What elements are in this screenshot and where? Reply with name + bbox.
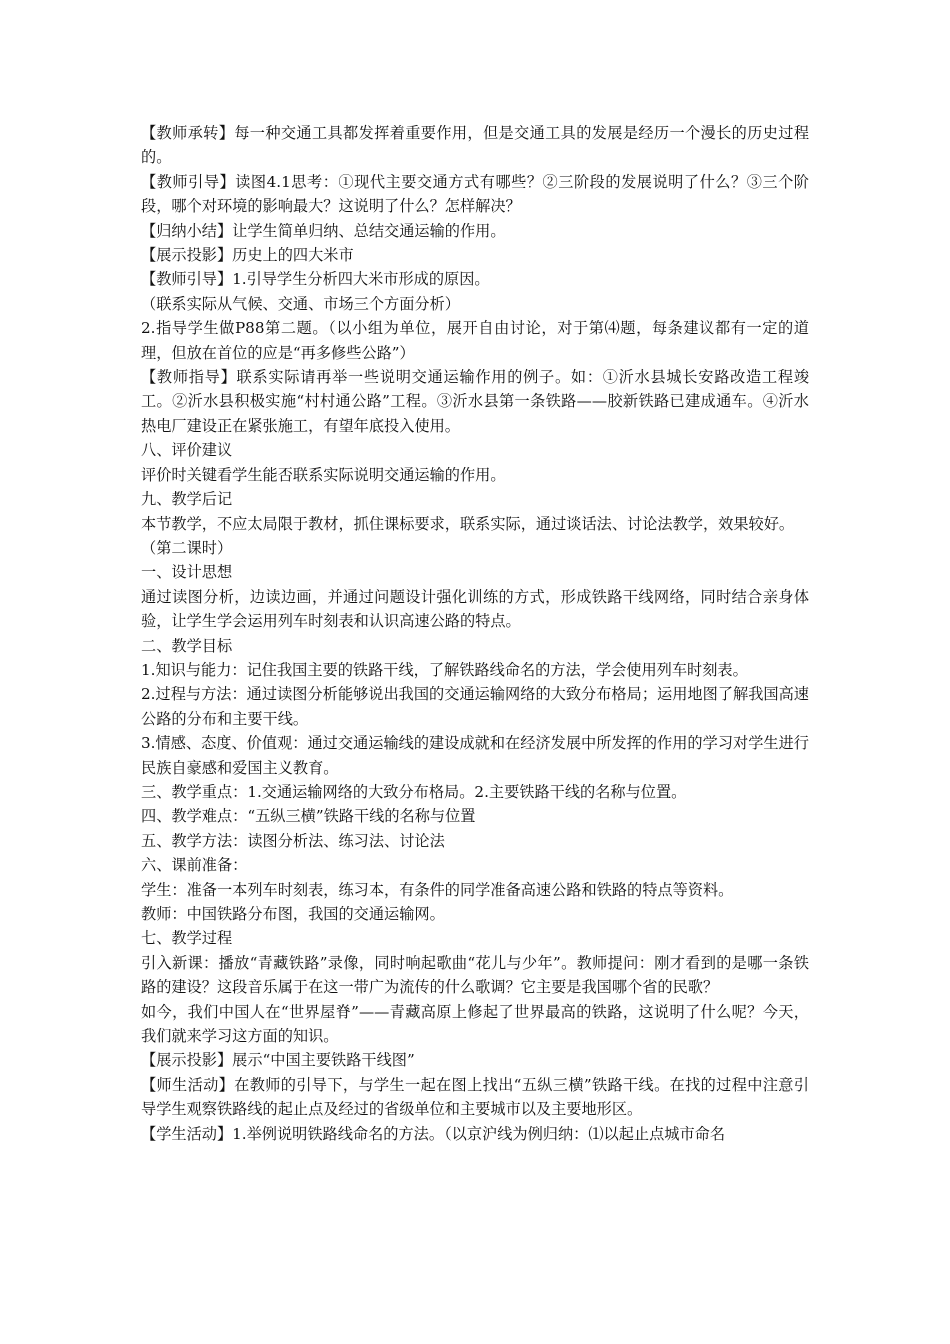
heading-objectives: 二、教学目标 <box>141 636 233 655</box>
paragraph-summary: 【归纳小结】让学生简单归纳、总结交通运输的作用。 <box>141 221 506 240</box>
heading-process: 七、教学过程 <box>141 929 233 948</box>
heading-evaluation: 八、评价建议 <box>141 441 233 460</box>
paragraph-objective-process: 2.过程与方法：通过读图分析能够说出我国的交通运输网络的大致分布格局；运用地图了解我国高速公路的分布和主要干线。 <box>141 685 809 728</box>
paragraph-teacher-guide-figure: 【教师引导】读图4.1思考：①现代主要交通方式有哪些？②三阶段的发展说明了什么？③三个阶段，哪个对环境的影响最大？这说明了什么？怎样解决？ <box>141 172 809 216</box>
paragraph-prep-teacher: 教师：中国铁路分布图，我国的交通运输网。 <box>141 905 445 923</box>
paragraph-exercise: 2.指导学生做P88第二题。（以小组为单位，展开自由讨论，对于第⑷题，每条建议都有一定的道理，但放在首位的应是“再多修些公路”） <box>141 319 809 362</box>
paragraph-design-idea: 通过读图分析，边读边画，并通过问题设计强化训练的方式，形成铁路干线网络，同时结合亲身体验，让学生学会运用列车时刻表和认识高速公路的特点。 <box>141 587 809 631</box>
paragraph-teacher-instruction: 【教师指导】联系实际请再举一些说明交通运输作用的例子。如：①沂水县城长安路改造工程竣工。②沂水县积极实施“村村通公路”工程。③沂水县第一条铁路——胶新铁路已建成通车。④沂水热电厂建设正在紧张施工，有望年底投入使用。 <box>141 368 809 435</box>
heading-postscript: 九、教学后记 <box>141 490 233 509</box>
paragraph-student-activity: 【学生活动】1.举例说明铁路线命名的方法。（以京沪线为例归纳：⑴以起止点城市命名 <box>141 1124 726 1143</box>
paragraph-teacher-transition: 【教师承转】每一种交通工具都发挥着重要作用，但是交通工具的发展是经历一个漫长的历史过程的。 <box>141 124 809 167</box>
paragraph-introduction: 引入新课：播放“青藏铁路”录像，同时响起歌曲“花儿与少年”。教师提问：刚才看到的是哪一条铁路的建设？这段音乐属于在这一带广为流传的什么歌调？它主要是我国哪个省的民歌？ <box>141 953 809 997</box>
paragraph-evaluation: 评价时关键看学生能否联系实际说明交通运输的作用。 <box>141 465 506 484</box>
heading-design-idea: 一、设计思想 <box>141 563 233 582</box>
paragraph-qinghai-tibet: 如今，我们中国人在“世界屋脊”——青藏高原上修起了世界最高的铁路，这说明了什么呢？今天，我们就来学习这方面的知识。 <box>141 1002 809 1046</box>
paragraph-postscript: 本节教学，不应太局限于教材，抓住课标要求，联系实际，通过谈话法、讨论法教学，效果较好。 <box>141 514 795 533</box>
heading-preparation: 六、课前准备： <box>141 856 248 875</box>
paragraph-key-points: 三、教学重点：1.交通运输网络的大致分布格局。2.主要铁路干线的名称与位置。 <box>141 782 687 801</box>
paragraph-objective-values: 3.情感、态度、价值观：通过交通运输线的建设成就和在经济发展中所发挥的作用的学习对学生进行民族自豪感和爱国主义教育。 <box>141 734 809 777</box>
document-body <box>141 121 809 1146</box>
paragraph-teacher-guide-rice: 【教师引导】1.引导学生分析四大米市形成的原因。 <box>141 270 490 289</box>
paragraph-projection-rice-markets: 【展示投影】历史上的四大米市 <box>141 246 354 265</box>
paragraph-prep-students: 学生：准备一本列车时刻表，练习本，有条件的同学准备高速公路和铁路的特点等资料。 <box>141 880 734 899</box>
paragraph-methods: 五、教学方法：读图分析法、练习法、讨论法 <box>141 831 445 850</box>
paragraph-teacher-student-activity: 【师生活动】在教师的引导下，与学生一起在图上找出“五纵三横”铁路干线。在找的过程中注意引导学生观察铁路线的起止点及经过的省级单位和主要城市以及主要地形区。 <box>141 1075 809 1119</box>
paragraph-objective-knowledge: 1.知识与能力：记住我国主要的铁路干线，了解铁路线命名的方法，学会使用列车时刻表。 <box>141 660 748 679</box>
paragraph-projection-railway-map: 【展示投影】展示“中国主要铁路干线图” <box>141 1051 415 1070</box>
paragraph-analysis-note: （联系实际从气候、交通、市场三个方面分析） <box>141 294 460 313</box>
paragraph-difficulties: 四、教学难点：“五纵三横”铁路干线的名称与位置 <box>141 807 476 826</box>
heading-second-lesson: （第二课时） <box>141 538 233 557</box>
